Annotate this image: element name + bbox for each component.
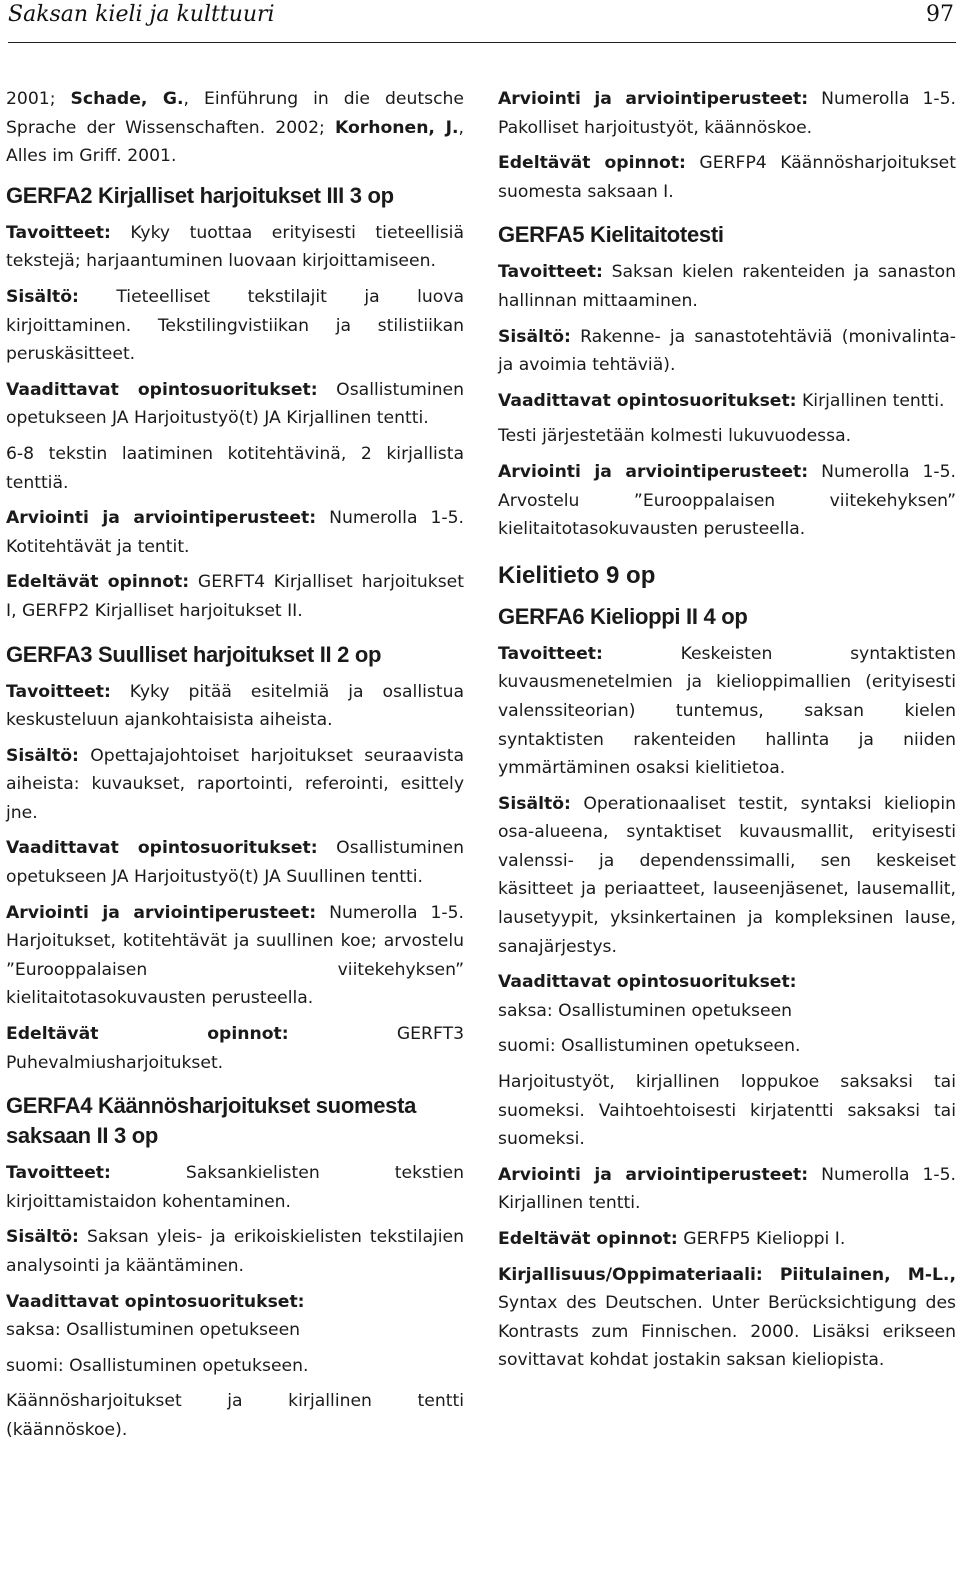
- book-title: Saksan kieli ja kulttuuri: [8, 2, 275, 27]
- intro-paragraph: 2001; Schade, G., Einführung in die deutsche Sprache der Wissenschaften. 2002; Korhonen, J., Alles im Griff. 2001.: [6, 89, 464, 167]
- extra-paragraph: 6-8 tekstin laatiminen kotitehtävinä, 2 kirjallista tenttiä.: [6, 443, 464, 493]
- evaluation-paragraph: Arviointi ja arviointiperusteet: Numerolla 1-5. Arvostelu ”Eurooppalaisen viitekehyksen” kielitaitotasokuvausten perusteella.: [498, 461, 956, 540]
- content-paragraph: Sisältö: Operationaaliset testit, syntaksi kieliopin osa-alueena, syntaktiset kuvausmallit, erityisesti valenssi- ja dependenssimalli, sen keskeiset käsitteet ja periaatteet, lauseenjäsenet, lausemallit, lausetyypit, yksinkertainen ja kompleksinen lause, sanajärjestys.: [498, 793, 956, 957]
- content-paragraph: Sisältö: Rakenne- ja sanastotehtäviä (monivalinta- ja avoimia tehtäviä).: [498, 326, 956, 376]
- right-column: [498, 85, 956, 1382]
- course-title-gerfa6: GERFA6 Kielioppi II 4 op: [498, 603, 748, 629]
- extra-paragraph: Harjoitustyöt, kirjallinen loppukoe saksaksi tai suomeksi. Vaihtoehtoisesti kirjatentti saksaksi tai suomeksi.: [498, 1072, 956, 1150]
- section-title: Kielitieto 9 op: [498, 561, 656, 589]
- requirements-label: Vaadittavat opintosuoritukset:: [498, 972, 797, 993]
- page-header: [8, 0, 956, 43]
- extra-paragraph: Käännösharjoitukset ja kirjallinen tentti (käännöskoe).: [6, 1391, 464, 1440]
- goals-paragraph: Tavoitteet: Saksankielisten tekstien kirjoittamistaidon kohentaminen.: [6, 1163, 464, 1212]
- goals-paragraph: Tavoitteet: Kyky pitää esitelmiä ja osallistua keskusteluun ajankohtaisista aiheista.: [6, 681, 464, 731]
- left-column: [6, 85, 464, 1452]
- requirements-label: Vaadittavat opintosuoritukset:: [6, 1291, 305, 1312]
- requirements-line: suomi: Osallistuminen opetukseen.: [498, 1036, 801, 1057]
- page-number: 97: [926, 2, 954, 27]
- requirements-line: saksa: Osallistuminen opetukseen: [6, 1320, 301, 1341]
- requirements-paragraph: Vaadittavat opintosuoritukset: Osallistuminen opetukseen JA Harjoitustyö(t) JA Suullinen tentti.: [6, 838, 464, 888]
- course-title-gerfa2: GERFA2 Kirjalliset harjoitukset III 3 op: [6, 182, 394, 208]
- extra-paragraph: Testi järjestetään kolmesti lukuvuodessa.: [498, 426, 852, 447]
- content-paragraph: Sisältö: Tieteelliset tekstilajit ja luova kirjoittaminen. Tekstilingvistiikan ja stilistiikan peruskäsitteet.: [6, 286, 464, 365]
- evaluation-paragraph: Arviointi ja arviointiperusteet: Numerolla 1-5. Harjoitukset, kotitehtävät ja suullinen koe; arvostelu ”Eurooppalaisen viitekehyksen” kielitaitotasokuvausten perusteella.: [6, 902, 464, 1009]
- content-paragraph: Sisältö: Opettajajohtoiset harjoitukset seuraavista aiheista: kuvaukset, raportointi, referointi, esittely jne.: [6, 745, 464, 823]
- prerequisites-paragraph: Edeltävät opinnot: GERFT4 Kirjalliset harjoitukset I, GERFP2 Kirjalliset harjoitukset II.: [6, 572, 464, 621]
- course-title-gerfa5: GERFA5 Kielitaitotesti: [498, 222, 724, 248]
- goals-paragraph: Tavoitteet: Saksan kielen rakenteiden ja sanaston hallinnan mittaaminen.: [498, 262, 956, 311]
- evaluation-paragraph: Arviointi ja arviointiperusteet: Numerolla 1-5. Kotitehtävät ja tentit.: [6, 508, 464, 557]
- requirements-paragraph: Vaadittavat opintosuoritukset: Osallistuminen opetukseen JA Harjoitustyö(t) JA Kirjallinen tentti.: [6, 379, 464, 429]
- requirements-line: suomi: Osallistuminen opetukseen.: [6, 1355, 309, 1376]
- evaluation-paragraph: Arviointi ja arviointiperusteet: Numerolla 1-5. Pakolliset harjoitustyöt, käännöskoe.: [498, 89, 956, 138]
- goals-paragraph: Tavoitteet: Kyky tuottaa erityisesti tieteellisiä tekstejä; harjaantuminen luovaan kirjoittamiseen.: [6, 222, 464, 272]
- goals-paragraph: Tavoitteet: Keskeisten syntaktisten kuvausmenetelmien ja kielioppimallien (erityisesti valenssiteorian) tuntemus, saksan kielen syntaktisten rakenteiden hallinta ja niiden ymmärtäminen osaksi kielitietoa.: [498, 643, 956, 779]
- prerequisites-paragraph: Edeltävät opinnot: GERFT3 Puhevalmiusharjoitukset.: [6, 1024, 465, 1073]
- content-paragraph: Sisältö: Saksan yleis- ja erikoiskielisten tekstilajien analysointi ja kääntäminen.: [6, 1227, 464, 1276]
- requirements-line: saksa: Osallistuminen opetukseen: [498, 1000, 793, 1021]
- course-title-gerfa3: GERFA3 Suulliset harjoitukset II 2 op: [6, 641, 382, 667]
- requirements-paragraph: Vaadittavat opintosuoritukset: Kirjallinen tentti.: [498, 390, 945, 411]
- course-title-gerfa4: GERFA4 Käännösharjoitukset suomesta saksaan II 3 op: [6, 1093, 417, 1149]
- evaluation-paragraph: Arviointi ja arviointiperusteet: Numerolla 1-5. Kirjallinen tentti.: [498, 1164, 956, 1214]
- prerequisites-paragraph: Edeltävät opinnot: GERFP5 Kielioppi I.: [498, 1229, 846, 1249]
- literature-paragraph: Kirjallisuus/Oppimateriaali: Piitulainen, M-L., Syntax des Deutschen. Unter Berücksichtigung des Kontrasts zum Finnischen. 2000. Lisäksi erikseen sovittavat kohdat jostakin saksan kieliopista.: [498, 1264, 956, 1371]
- prerequisites-paragraph: Edeltävät opinnot: GERFP4 Käännösharjoitukset suomesta saksaan I.: [498, 153, 956, 202]
